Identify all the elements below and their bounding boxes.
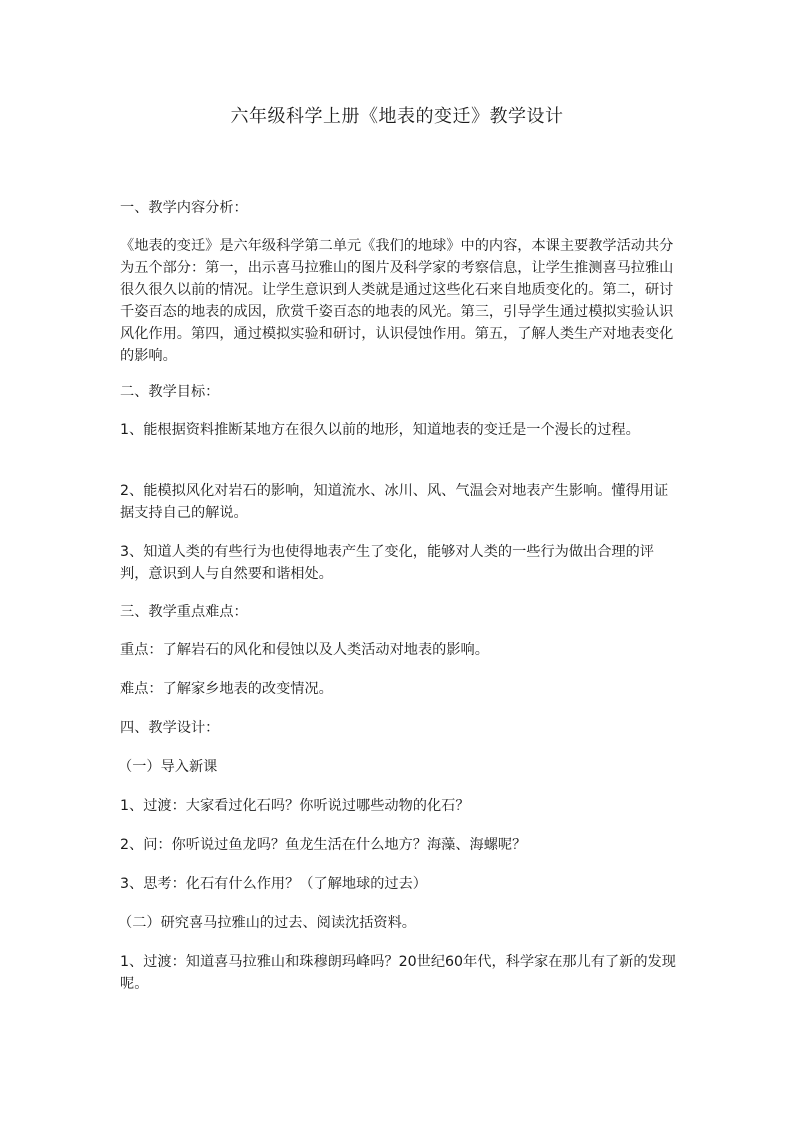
paragraph-key-point: 重点：了解岩石的风化和侵蚀以及人类活动对地表的影响。 <box>120 642 489 658</box>
heading-teaching-goals: 二、教学目标： <box>120 384 220 400</box>
paragraph-part2-item-1: 1、过渡：知道喜马拉雅山和珠穆朗玛峰吗？20世纪60年代，科学家在那儿有了新的发现呢。 <box>120 954 676 992</box>
heading-content-analysis: 一、教学内容分析： <box>120 200 248 216</box>
heading-key-points: 三、教学重点难点： <box>120 604 248 620</box>
heading-part-2: （二）研究喜马拉雅山的过去、阅读沈括资料。 <box>118 915 416 931</box>
paragraph-part1-item-3: 3、思考：化石有什么作用？（了解地球的过去） <box>120 876 427 892</box>
paragraph-goal-3: 3、知道人类的有些行为也使得地表产生了变化，能够对人类的一些行为做出合理的评判，意识到人与自然要和谐相处。 <box>120 544 654 582</box>
heading-teaching-design: 四、教学设计： <box>120 720 220 736</box>
heading-part-1: （一）导入新课 <box>118 759 218 775</box>
paragraph-part1-item-2: 2、问：你听说过鱼龙吗？鱼龙生活在什么地方？海藻、海螺呢？ <box>120 837 527 853</box>
paragraph-goal-2: 2、能模拟风化对岩石的影响，知道流水、冰川、风、气温会对地表产生影响。懂得用证据支持自己的解说。 <box>120 483 669 521</box>
paragraph-content-analysis: 《地表的变迁》是六年级科学第二单元《我们的地球》中的内容，本课主要教学活动共分为五个部分：第一，出示喜马拉雅山的图片及科学家的考察信息，让学生推测喜马拉雅山很久很久以前的情况。让学生意识到人类就是通过这些化石来自地质变化的。第二，研讨千姿百态的地表的成因，欣赏千姿百态的地表的风光。第三，引导学生通过模拟实验认识风化作用。第四，通过模拟实验和研讨，认识侵蚀作用。第五，了解人类生产对地表变化的影响。 <box>120 238 674 364</box>
paragraph-part1-item-1: 1、过渡：大家看过化石吗？你听说过哪些动物的化石？ <box>120 798 470 814</box>
document-title: 六年级科学上册《地表的变迁》教学设计 <box>230 106 564 127</box>
paragraph-difficult-point: 难点：了解家乡地表的改变情况。 <box>120 681 333 697</box>
paragraph-goal-1: 1、能根据资料推断某地方在很久以前的地形，知道地表的变迁是一个漫长的过程。 <box>120 422 640 438</box>
